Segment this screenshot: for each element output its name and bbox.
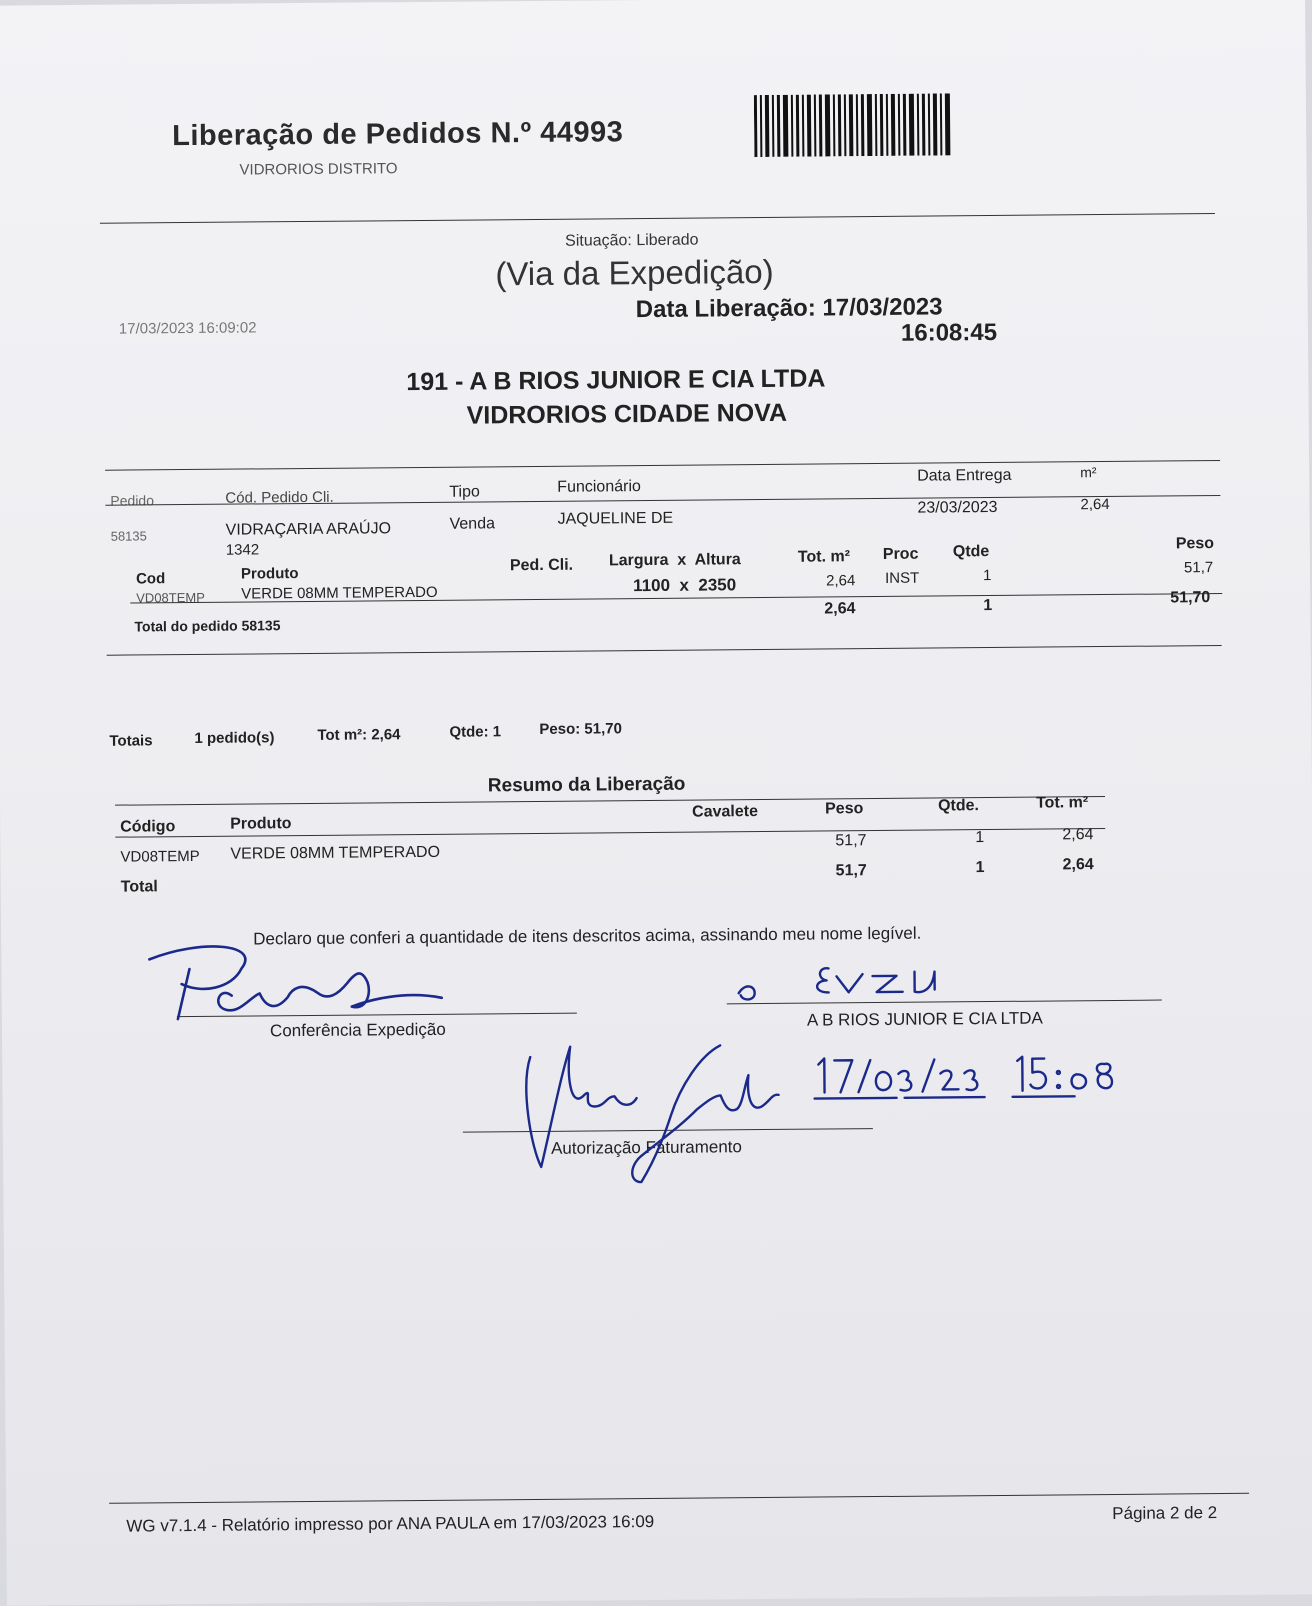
summary-row-peso: 51,7 [835, 832, 867, 850]
summary-row-qtde: 1 [975, 829, 985, 847]
col-cod-pedido-cli: Cód. Pedido Cli. [225, 488, 334, 507]
footer-page-number: Página 2 de 2 [1112, 1503, 1218, 1523]
summary-total-qtde: 1 [975, 859, 985, 877]
item-col-cod: Cod [135, 570, 166, 588]
summary-col-peso: Peso [825, 800, 864, 818]
summary-col-tot-m2: Tot. m² [1035, 794, 1089, 812]
totals-label: Totais [109, 732, 153, 750]
company-signature [736, 957, 996, 1014]
client-store: VIDRORIOS CIDADE NOVA [466, 398, 788, 430]
footer-divider [109, 1493, 1249, 1504]
release-time: 16:08:45 [900, 318, 998, 347]
order-type: Venda [449, 515, 496, 533]
totals-pedidos: 1 pedido(s) [194, 729, 275, 747]
totals-peso: Peso: 51,70 [539, 720, 623, 738]
order-client-code: VIDRAÇARIA ARAÚJO [225, 520, 392, 539]
summary-row-codigo: VD08TEMP [120, 847, 200, 866]
col-data-entrega: Data Entrega [917, 466, 1012, 485]
summary-total-label: Total [120, 878, 158, 896]
item-produto: VERDE 08MM TEMPERADO [241, 583, 438, 603]
company-signature-label: A B RIOS JUNIOR E CIA LTDA [806, 1008, 1043, 1030]
summary-total-tot-m2: 2,64 [1062, 856, 1094, 874]
item-proc: INST [885, 569, 920, 587]
item-col-peso: Peso [1175, 535, 1215, 553]
item-col-ped-cli: Ped. Cli. [509, 556, 574, 575]
summary-row-produto: VERDE 08MM TEMPERADO [230, 843, 441, 863]
declaration-text: Declaro que conferi a quantidade de itens descritos acima, assinando meu nome legível. [253, 923, 922, 949]
summary-total-peso: 51,7 [835, 862, 867, 880]
item-col-produto: Produto [240, 565, 299, 583]
item-col-largura-altura: Largura x Altura [608, 551, 741, 570]
order-total-label: Total do pedido 58135 [134, 617, 281, 635]
order-bottom-divider [107, 645, 1222, 656]
company-subtitle: VIDRORIOS DISTRITO [239, 160, 398, 179]
conference-label: Conferência Expedição [269, 1019, 446, 1041]
copy-label: (Via da Expedição) [495, 252, 774, 293]
print-timestamp: 17/03/2023 16:09:02 [118, 319, 257, 338]
col-funcionario: Funcionário [557, 478, 641, 496]
order-top-divider [105, 460, 1220, 471]
order-number: 58135 [110, 528, 147, 544]
billing-signature [510, 1035, 781, 1192]
item-col-tot-m2: Tot. m² [797, 548, 851, 566]
summary-col-codigo: Código [120, 818, 176, 836]
item-cod: VD08TEMP [136, 589, 205, 606]
client-name: 191 - A B RIOS JUNIOR E CIA LTDA [406, 364, 826, 397]
item-col-qtde: Qtde [952, 543, 990, 561]
handwritten-date [812, 1050, 1152, 1108]
item-col-proc: Proc [882, 545, 919, 563]
summary-row-tot-m2: 2,64 [1062, 826, 1094, 844]
col-m2: m² [1080, 464, 1097, 481]
status-label: Situação: Liberado [565, 231, 699, 250]
order-employee: JAQUELINE DE [557, 509, 674, 528]
summary-col-cavalete: Cavalete [692, 803, 759, 821]
order-m2: 2,64 [1080, 495, 1110, 514]
item-tot-m2: 2,64 [826, 572, 856, 590]
item-dimensions: 1100 x 2350 [633, 575, 737, 596]
totals-m2: Tot m²: 2,64 [317, 726, 401, 744]
summary-col-produto: Produto [230, 815, 292, 833]
col-pedido: Pedido [110, 492, 155, 509]
order-client-code-2: 1342 [225, 541, 260, 559]
footer-report-info: WG v7.1.4 - Relatório impresso por ANA PAULA em 17/03/2023 16:09 [126, 1511, 655, 1536]
summary-title: Resumo da Liberação [487, 773, 686, 797]
order-total-peso: 51,70 [1170, 589, 1211, 607]
summary-col-qtde: Qtde. [937, 797, 980, 815]
item-qtde: 1 [982, 567, 992, 585]
header-divider [100, 213, 1215, 224]
billing-label: Autorização Faturamento [550, 1137, 743, 1158]
conference-signature [141, 932, 462, 1040]
order-total-qtde: 1 [983, 597, 993, 615]
order-total-m2: 2,64 [824, 600, 856, 618]
item-peso: 51,7 [1183, 559, 1214, 577]
release-date: Data Liberação: 17/03/2023 [635, 293, 943, 324]
col-tipo: Tipo [449, 483, 480, 501]
totals-qtde: Qtde: 1 [449, 723, 502, 741]
barcode [754, 93, 955, 162]
order-delivery-date: 23/03/2023 [917, 498, 998, 517]
document-title: Liberação de Pedidos N.º 44993 [172, 116, 624, 153]
